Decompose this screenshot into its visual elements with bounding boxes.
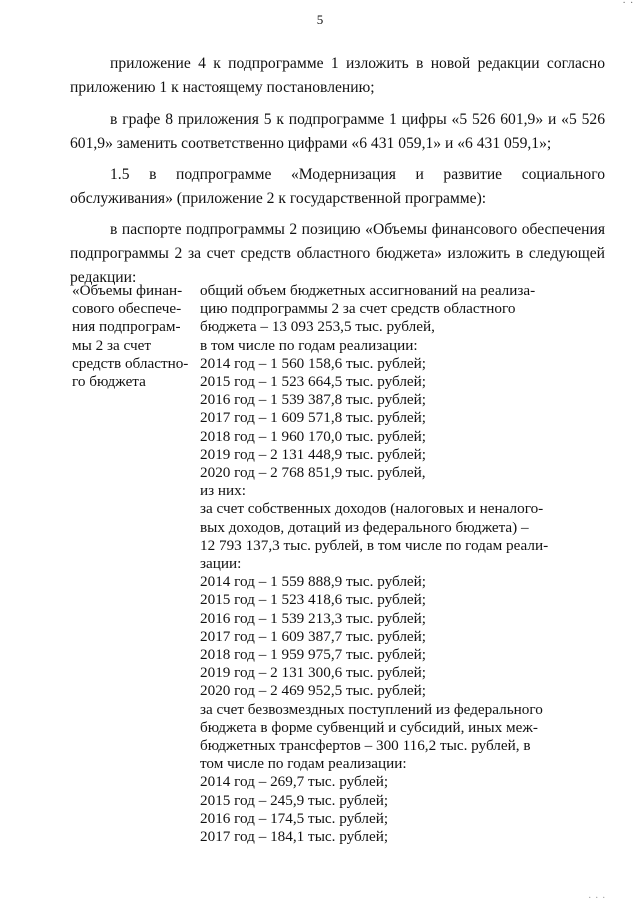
- funding-line: 2017 год – 1 609 387,7 тыс. рублей;: [200, 627, 427, 645]
- paragraph-passport-position: в паспорте подпрограммы 2 позицию «Объемы финансового обеспечения подпрограммы 2 за счет средств областного бюджета» изложить в следующей редакции:: [70, 220, 605, 286]
- funding-line: бюджета – 13 093 253,5 тыс. рублей,: [200, 318, 435, 336]
- funding-line: 2018 год – 1 960 170,0 тыс. рублей;: [200, 427, 427, 445]
- funding-line: бюджетных трансфертов – 300 116,2 тыс. рублей, в: [200, 737, 531, 755]
- label-line: средств областно-: [72, 354, 189, 372]
- label-line: го бюджета: [72, 373, 146, 391]
- funding-line: 2017 год – 1 609 571,8 тыс. рублей;: [200, 409, 427, 427]
- funding-line: 2016 год – 1 539 387,8 тыс. рублей;: [200, 391, 427, 409]
- paragraph-appendix-5-figures: в графе 8 приложения 5 к подпрограмме 1 цифры «5 526 601,9» и «5 526 601,9» заменить соответственно цифрами «6 431 059,1» и «6 431 059,1»;: [70, 110, 605, 152]
- label-line: мы 2 за счет: [72, 336, 151, 354]
- funding-table-label-column: [72, 282, 194, 391]
- funding-line: 2016 год – 1 539 213,3 тыс. рублей;: [200, 609, 427, 627]
- page-number: 5: [316, 12, 324, 27]
- funding-line: 2017 год – 184,1 тыс. рублей;: [200, 828, 389, 846]
- funding-line: 2015 год – 1 523 418,6 тыс. рублей;: [200, 591, 427, 609]
- label-line: «Объемы финан-: [72, 282, 183, 299]
- label-line: сового обеспече-: [72, 300, 182, 318]
- funding-line: цию подпрограммы 2 за счет средств областного: [200, 300, 516, 318]
- funding-line: 2018 год – 1 959 975,7 тыс. рублей;: [200, 646, 427, 664]
- funding-line: общий объем бюджетных ассигнований на реализа-: [200, 282, 536, 299]
- funding-table-value-column: [200, 282, 560, 846]
- funding-line: 2014 год – 269,7 тыс. рублей;: [200, 773, 389, 791]
- paragraph-subprogram-2: 1.5 в подпрограмме «Модернизация и развитие социального обслуживания» (приложение 2 к государственной программе):: [70, 165, 605, 207]
- scan-mark-top: . .: [622, 0, 634, 6]
- funding-line: зации:: [200, 555, 242, 573]
- funding-line: 2015 год – 245,9 тыс. рублей;: [200, 791, 389, 809]
- funding-line: 2019 год – 2 131 448,9 тыс. рублей;: [200, 445, 427, 463]
- funding-line: 2020 год – 2 469 952,5 тыс. рублей;: [200, 682, 427, 700]
- label-line: ния подпрограм-: [72, 318, 181, 336]
- funding-line: 2020 год – 2 768 851,9 тыс. рублей,: [200, 464, 426, 482]
- paragraph-appendix-4: приложение 4 к подпрограмме 1 изложить в новой редакции согласно приложению 1 к настоящему постановлению;: [70, 54, 605, 96]
- funding-line: 2014 год – 1 559 888,9 тыс. рублей;: [200, 573, 427, 591]
- funding-line: 12 793 137,3 тыс. рублей, в том числе по годам реали-: [200, 536, 549, 554]
- funding-line: 2019 год – 2 131 300,6 тыс. рублей;: [200, 664, 427, 682]
- funding-line: том числе по годам реализации:: [200, 755, 407, 773]
- funding-line: в том числе по годам реализации:: [200, 336, 418, 354]
- funding-line: за счет собственных доходов (налоговых и неналого-: [200, 500, 544, 518]
- funding-line: 2014 год – 1 560 158,6 тыс. рублей;: [200, 354, 427, 372]
- funding-line: 2015 год – 1 523 664,5 тыс. рублей;: [200, 373, 427, 391]
- funding-line: из них:: [200, 482, 246, 500]
- funding-line: бюджета в форме субвенций и субсидий, иных меж-: [200, 718, 538, 736]
- funding-line: за счет безвозмездных поступлений из федерального: [200, 700, 543, 718]
- scan-mark-bottom: . . .: [588, 890, 606, 901]
- funding-line: вых доходов, дотаций из федерального бюджета) –: [200, 518, 529, 536]
- funding-line: 2016 год – 174,5 тыс. рублей;: [200, 809, 389, 827]
